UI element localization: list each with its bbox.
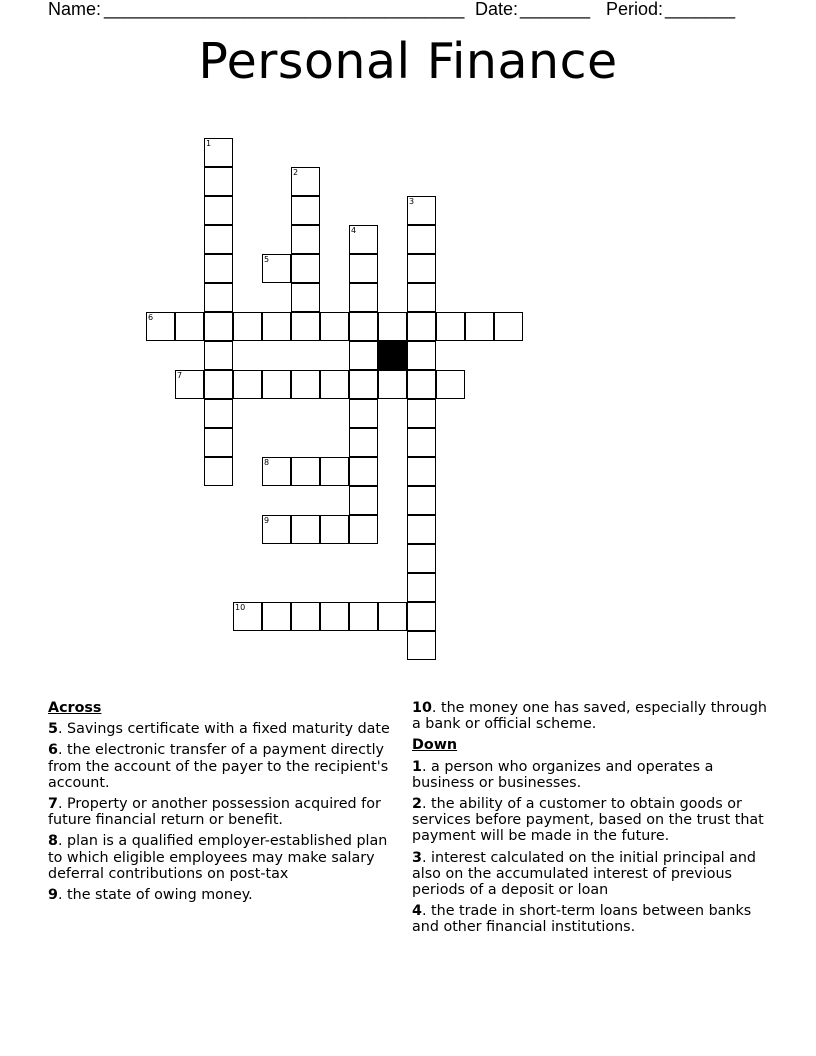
grid-cell[interactable] <box>407 602 436 631</box>
grid-cell[interactable] <box>291 254 320 283</box>
clue-number: 7 <box>48 796 58 813</box>
grid-cell[interactable] <box>262 254 291 283</box>
cell-number: 3 <box>409 197 415 206</box>
clue-number: 4 <box>412 903 422 920</box>
date-field[interactable]: _______ <box>520 0 591 19</box>
grid-cell[interactable] <box>378 312 407 341</box>
grid-cell[interactable] <box>204 341 233 370</box>
grid-cell[interactable] <box>407 399 436 428</box>
grid-cell[interactable] <box>320 457 349 486</box>
grid-cell[interactable] <box>436 312 465 341</box>
grid-cell[interactable] <box>291 225 320 254</box>
clue-across-7: 7. Property or another possession acquired for future financial return or benefit. <box>48 796 381 829</box>
grid-cell[interactable] <box>378 370 407 399</box>
cell-number: 10 <box>235 603 246 612</box>
shaded-cell <box>378 341 407 370</box>
clue-down-4: 4. the trade in short-term loans between banks and other financial institutions. <box>412 903 752 936</box>
clue-across-6: 6. the electronic transfer of a payment directly from the account of the payer to the recipient's account. <box>48 742 389 791</box>
grid-cell[interactable] <box>320 370 349 399</box>
cell-number: 5 <box>264 255 270 264</box>
grid-cell[interactable] <box>204 225 233 254</box>
grid-cell[interactable] <box>291 283 320 312</box>
grid-cell[interactable] <box>407 341 436 370</box>
grid-cell[interactable] <box>291 196 320 225</box>
grid-cell[interactable] <box>407 370 436 399</box>
grid-cell[interactable] <box>291 515 320 544</box>
grid-cell[interactable] <box>349 515 378 544</box>
clue-across-8: 8. plan is a qualified employer-established plan to which eligible employees may make salary deferral contributions on post-tax <box>48 833 388 882</box>
grid-cell[interactable] <box>349 312 378 341</box>
grid-cell[interactable] <box>349 457 378 486</box>
clue-text: the state of owing money. <box>67 887 253 904</box>
clues-right-column <box>412 700 780 941</box>
worksheet-header <box>48 0 788 22</box>
clue-number: 5 <box>48 721 58 738</box>
crossword-grid <box>146 138 526 664</box>
grid-cell[interactable] <box>291 312 320 341</box>
clue-text: the electronic transfer of a payment directly from the account of the payer to the recipient's account. <box>48 742 389 791</box>
grid-cell[interactable] <box>233 370 262 399</box>
grid-cell[interactable] <box>349 254 378 283</box>
grid-cell[interactable] <box>146 312 175 341</box>
grid-cell[interactable] <box>407 225 436 254</box>
period-field[interactable]: _______ <box>665 0 736 19</box>
grid-cell[interactable] <box>436 370 465 399</box>
grid-cell[interactable] <box>407 486 436 515</box>
grid-cell[interactable] <box>291 167 320 196</box>
grid-cell[interactable] <box>349 370 378 399</box>
grid-cell[interactable] <box>349 399 378 428</box>
down-heading: Down <box>412 737 458 754</box>
cell-number: 4 <box>351 226 357 235</box>
cell-number: 2 <box>293 168 299 177</box>
grid-cell[interactable] <box>349 486 378 515</box>
grid-cell[interactable] <box>349 283 378 312</box>
grid-cell[interactable] <box>204 370 233 399</box>
across-heading: Across <box>48 700 102 716</box>
page-title: Personal Finance <box>198 33 618 90</box>
grid-cell[interactable] <box>407 544 436 573</box>
grid-cell[interactable] <box>262 370 291 399</box>
clue-text: Property or another possession acquired for future financial return or benefit. <box>48 796 381 829</box>
grid-cell[interactable] <box>204 457 233 486</box>
grid-cell[interactable] <box>204 167 233 196</box>
clue-number: 10 <box>412 700 432 716</box>
grid-cell[interactable] <box>291 370 320 399</box>
clue-down-2: 2. the ability of a customer to obtain goods or services before payment, based on the trust that payment will be made in the future. <box>412 796 764 845</box>
grid-cell[interactable] <box>291 602 320 631</box>
date-label: Date: <box>475 0 519 19</box>
clue-number: 9 <box>48 887 58 904</box>
grid-cell[interactable] <box>320 515 349 544</box>
clue-across-10: 10. the money one has saved, especially through a bank or official scheme. <box>412 700 767 733</box>
grid-cell[interactable] <box>320 602 349 631</box>
grid-cell[interactable] <box>262 515 291 544</box>
cell-number: 1 <box>206 139 212 148</box>
clue-number: 6 <box>48 742 58 759</box>
grid-cell[interactable] <box>204 399 233 428</box>
clue-number: 3 <box>412 849 422 866</box>
grid-cell[interactable] <box>233 312 262 341</box>
cell-number: 7 <box>177 371 183 380</box>
clue-text: the trade in short-term loans between banks and other financial institutions. <box>412 903 752 936</box>
cell-number: 6 <box>148 313 154 322</box>
grid-cell[interactable] <box>262 312 291 341</box>
clues-left-column <box>48 700 404 908</box>
grid-cell[interactable] <box>407 283 436 312</box>
grid-cell[interactable] <box>204 312 233 341</box>
grid-cell[interactable] <box>407 631 436 660</box>
clue-text: interest calculated on the initial principal and also on the accumulated interest of previous periods of a deposit or loan <box>412 849 757 899</box>
grid-cell[interactable] <box>349 602 378 631</box>
name-label: Name: <box>48 0 102 19</box>
grid-cell[interactable] <box>465 312 494 341</box>
grid-cell[interactable] <box>320 312 349 341</box>
clue-down-3: 3. interest calculated on the initial principal and also on the accumulated interest of previous periods of a deposit or loan <box>412 849 757 899</box>
clue-across-9: 9. the state of owing money. <box>48 887 253 904</box>
grid-cell[interactable] <box>407 573 436 602</box>
clue-number: 1 <box>412 758 422 775</box>
grid-cell[interactable] <box>175 370 204 399</box>
clue-text: Savings certificate with a fixed maturity date <box>67 721 390 738</box>
period-label: Period: <box>606 0 664 19</box>
grid-cell[interactable] <box>204 138 233 167</box>
grid-cell[interactable] <box>407 196 436 225</box>
grid-cell[interactable] <box>204 196 233 225</box>
grid-cell[interactable] <box>204 254 233 283</box>
grid-cell[interactable] <box>407 312 436 341</box>
grid-cell[interactable] <box>204 283 233 312</box>
grid-cell[interactable] <box>407 254 436 283</box>
clue-text: plan is a qualified employer-established plan to which eligible employees may make salary deferral contributions on post-tax <box>48 833 388 882</box>
cell-number: 9 <box>264 516 270 525</box>
grid-cell[interactable] <box>262 602 291 631</box>
cell-number: 8 <box>264 458 270 467</box>
clue-down-1: 1. a person who organizes and operates a business or businesses. <box>412 758 714 791</box>
grid-cell[interactable] <box>175 312 204 341</box>
clue-across-5: 5. Savings certificate with a fixed maturity date <box>48 721 390 738</box>
grid-cell[interactable] <box>349 341 378 370</box>
grid-cell[interactable] <box>204 428 233 457</box>
grid-cell[interactable] <box>378 602 407 631</box>
clue-number: 8 <box>48 833 58 850</box>
grid-cell[interactable] <box>349 428 378 457</box>
clue-number: 2 <box>412 796 422 813</box>
grid-cell[interactable] <box>349 225 378 254</box>
grid-cell[interactable] <box>407 428 436 457</box>
grid-cell[interactable] <box>233 602 262 631</box>
clue-text: the money one has saved, especially through a bank or official scheme. <box>412 700 767 733</box>
name-field[interactable]: ____________________________________ <box>104 0 465 19</box>
grid-cell[interactable] <box>494 312 523 341</box>
grid-cell[interactable] <box>407 457 436 486</box>
grid-cell[interactable] <box>262 457 291 486</box>
grid-cell[interactable] <box>291 457 320 486</box>
grid-cell[interactable] <box>407 515 436 544</box>
clue-text: the ability of a customer to obtain goods or services before payment, based on the trust that payment will be made in the future. <box>412 796 764 845</box>
clue-text: a person who organizes and operates a business or businesses. <box>412 758 714 791</box>
